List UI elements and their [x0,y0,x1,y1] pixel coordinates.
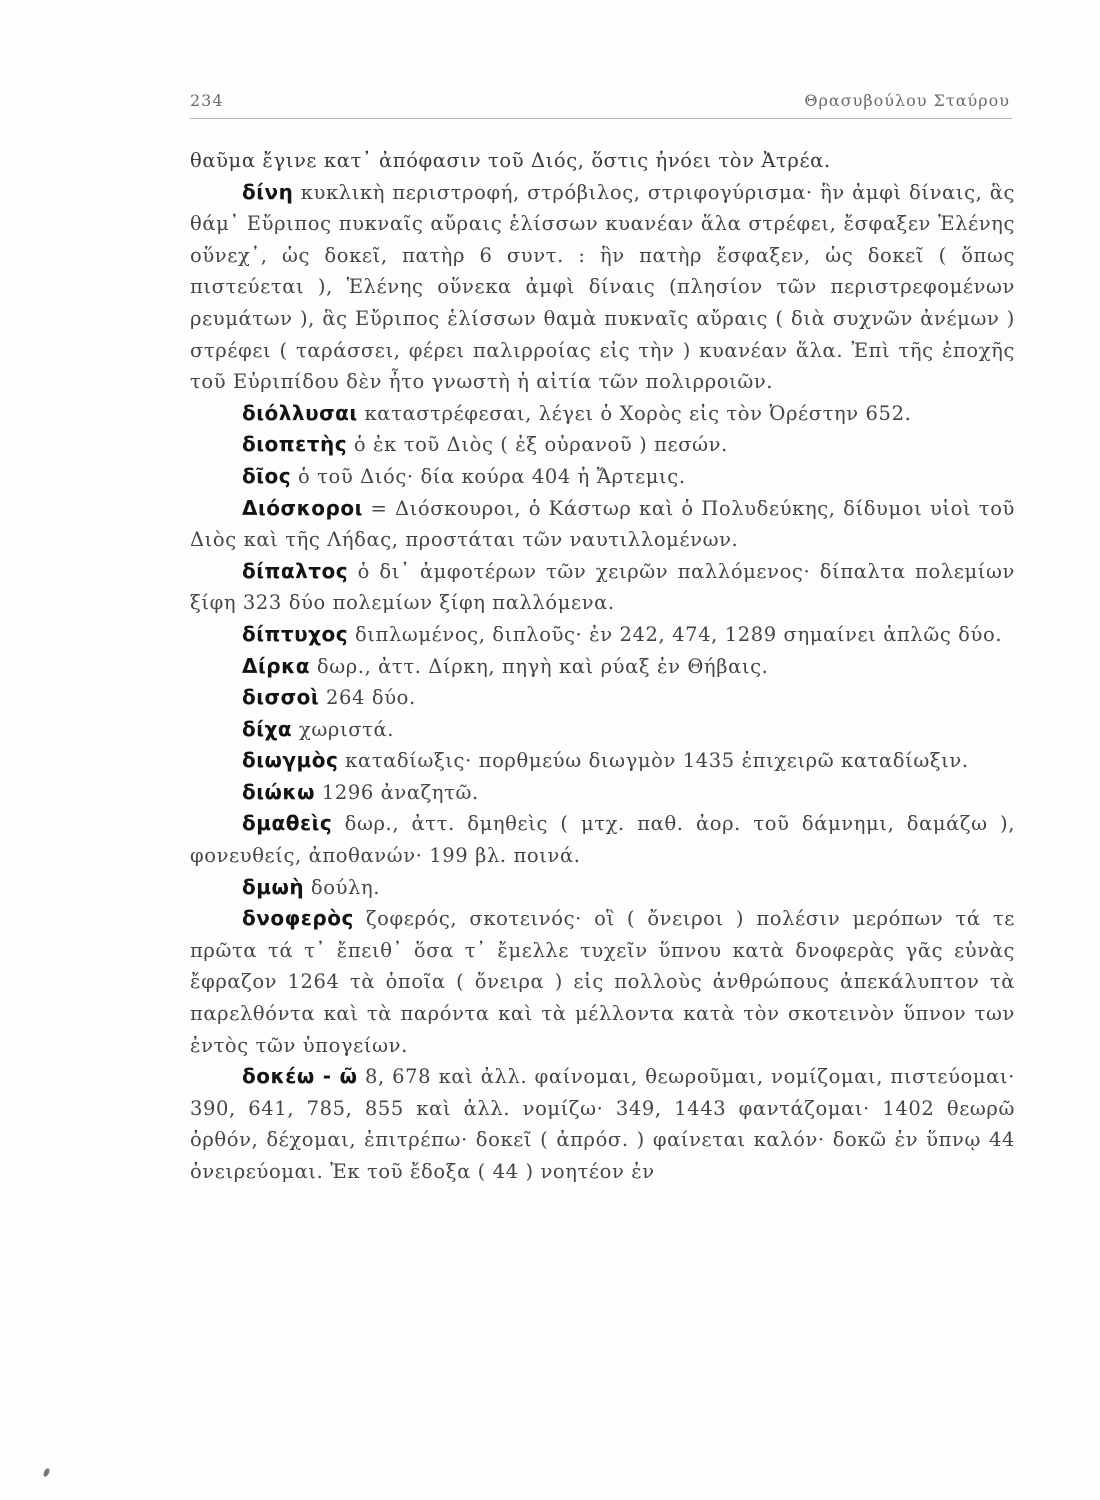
page-number: 234 [190,91,224,110]
entry-headword: δμωὴ [242,874,305,899]
entry-dissoi [190,682,1015,714]
entry-headword: Διόσκοροι [242,495,363,520]
page-speck [42,1467,50,1477]
entry-headword: δνοφερὸς [242,906,354,931]
entry-headword: δισσοὶ [242,685,320,710]
entry-diopetes [190,429,1015,461]
entry-diogmos [190,745,1015,777]
entry-dioskoroi [190,493,1015,556]
entry-definition: 1296 ἀναζητῶ. [321,780,479,804]
entry-headword: διοπετὴς [242,432,348,457]
entry-definition: δωρ., ἀττ. Δίρκη, πηγὴ καὶ ρύαξ ἐν Θήβαις. [316,654,769,678]
page-header [190,80,1010,110]
entry-dokeo [190,1061,1015,1187]
entry-definition: 264 δύο. [326,686,416,710]
entry-dine [190,177,1015,398]
entry-diollysai [190,398,1015,430]
entry-dipaltos [190,556,1015,619]
entry-headword: Δίρκα [242,653,311,678]
entry-headword: διόλλυσαι [242,400,358,425]
entry-headword: δμαθεὶς [242,811,333,836]
entry-definition: καταδίωξις· πορθμεύω διωγμὸν 1435 ἐπιχειρῶ καταδίωξιν. [345,749,969,773]
entry-definition: ὁ τοῦ Διός· δία κούρα 404 ἡ Ἄρτεμις. [297,464,686,488]
entry-definition: κυκλικὴ περιστροφή, στρόβιλος, στριφογύρισμα· ἣν ἀμφὶ δίναις, ἃς θάμ᾽ Εὔριπος πυκναῖς αὔραις ἑλίσσων κυανέαν ἅλα στρέφει, ἔσφαξεν Ἑλένης οὕνεχ᾽, ὡς δοκεῖ, πατὴρ 6 συντ. : ἣν πατὴρ ἔσφαξεν, ὡς δοκεῖ ( ὅπως πιστεύεται ), Ἑλένης οὕνεκα ἀμφὶ δίναις (πλησίον τῶν περιστρεφομένων ρευμάτων ), ἃς Εὔριπος ἑλίσσων θαμὰ πυκναῖς αὔραις ( διὰ συχνῶν ἀνέμων ) στρέφει ( ταράσσει, φέρει παλιρροίας εἰς τὴν ) κυανέαν ἅλα. Ἐπὶ τῆς ἐποχῆς τοῦ Εὐριπίδου δὲν ἦτο γνωστὴ ἡ αἰτία τῶν πολιρροιῶν. [190,180,1015,394]
header-rule [190,118,1012,119]
entry-dicha [190,714,1015,746]
entry-dioko [190,777,1015,809]
entry-dios [190,461,1015,493]
entry-headword: δῖος [242,463,292,488]
entry-headword: δίπαλτος [242,558,349,583]
entry-headword: δίχα [242,716,293,741]
glossary-text [190,145,1015,1188]
entry-definition: = Διόσκουροι, ὁ Κάστωρ καὶ ὁ Πολυδεύκης, δίδυμοι υἱοὶ τοῦ Διὸς καὶ τῆς Λήδας, προστάται τῶν ναυτιλλομένων. [190,496,1015,552]
entry-diptychos [190,619,1015,651]
entry-definition: δωρ., ἀττ. δμηθεὶς ( μτχ. παθ. ἀορ. τοῦ δάμνημι, δαμάζω ), φονευθείς, ἀποθανών· 199 βλ. ποινά. [190,812,1015,868]
entry-definition: 8, 678 καὶ ἀλλ. φαίνομαι, θεωροῦμαι, νομίζομαι, πιστεύομαι· 390, 641, 785, 855 καὶ ἀλλ. νομίζω· 349, 1443 φαντάζομαι· 1402 θεωρῶ ὀρθόν, δέχομαι, ἐπιτρέπω· δοκεῖ ( ἀπρόσ. ) φαίνεται καλόν· δοκῶ ἐν ὕπνῳ 44 ὀνειρεύομαι. Ἐκ τοῦ ἔδοξα ( 44 ) νοητέον ἐν [190,1065,1015,1183]
entry-dirka [190,651,1015,683]
entry-definition: χωριστά. [299,717,395,741]
entry-headword: δίνη [242,179,294,204]
running-title: Θρασυβούλου Σταύρου [804,91,1010,110]
entry-definition: καταστρέφεσαι, λέγει ὁ Χορὸς εἰς τὸν Ὀρέστην 652. [364,401,912,425]
entry-definition: ζοφερός, σκοτεινός· οἳ ( ὄνειροι ) πολέσιν μερόπων τά τε πρῶτα τά τ᾽ ἔπειθ᾽ ὅσα τ᾽ ἔμελλε τυχεῖν ὕπνου κατὰ δνοφερὰς γᾶς εὐνὰς ἔφραζον 1264 τὰ ὁποῖα ( ὄνειρα ) εἰς πολλοὺς ἀνθρώπους ἀπεκάλυπτον τὰ παρελθόντα καὶ τὰ παρόντα καὶ τὰ μέλλοντα κατὰ τὸν σκοτεινὸν ὕπνον των ἐντὸς τῶν ὑπογείων. [190,907,1015,1057]
entry-headword: δοκέω - ῶ [242,1064,358,1089]
entry-dmoe [190,872,1015,904]
entry-dnopheros [190,903,1015,1061]
entry-headword: δίπτυχος [242,621,349,646]
entry-definition: διπλωμένος, διπλοῦς· ἐν 242, 474, 1289 σημαίνει ἁπλῶς δύο. [354,622,1003,646]
continuation-text: θαῦμα ἔγινε κατ᾽ ἀπόφασιν τοῦ Διός, ὅστις ἠνόει τὸν Ἀτρέα. [190,149,831,172]
entry-headword: διωγμὸς [242,748,339,773]
entry-headword: διώκω [242,779,316,804]
entry-definition: δούλη. [310,875,381,899]
entry-dmatheis [190,808,1015,871]
entry-definition: ὁ ἐκ τοῦ Διὸς ( ἐξ οὐρανοῦ ) πεσών. [353,433,728,457]
entry-definition: ὁ δι᾽ ἀμφοτέρων τῶν χειρῶν παλλόμενος· δίπαλτα πολεμίων ξίφη 323 δύο πολεμίων ξίφη παλλόμενα. [190,559,1015,615]
